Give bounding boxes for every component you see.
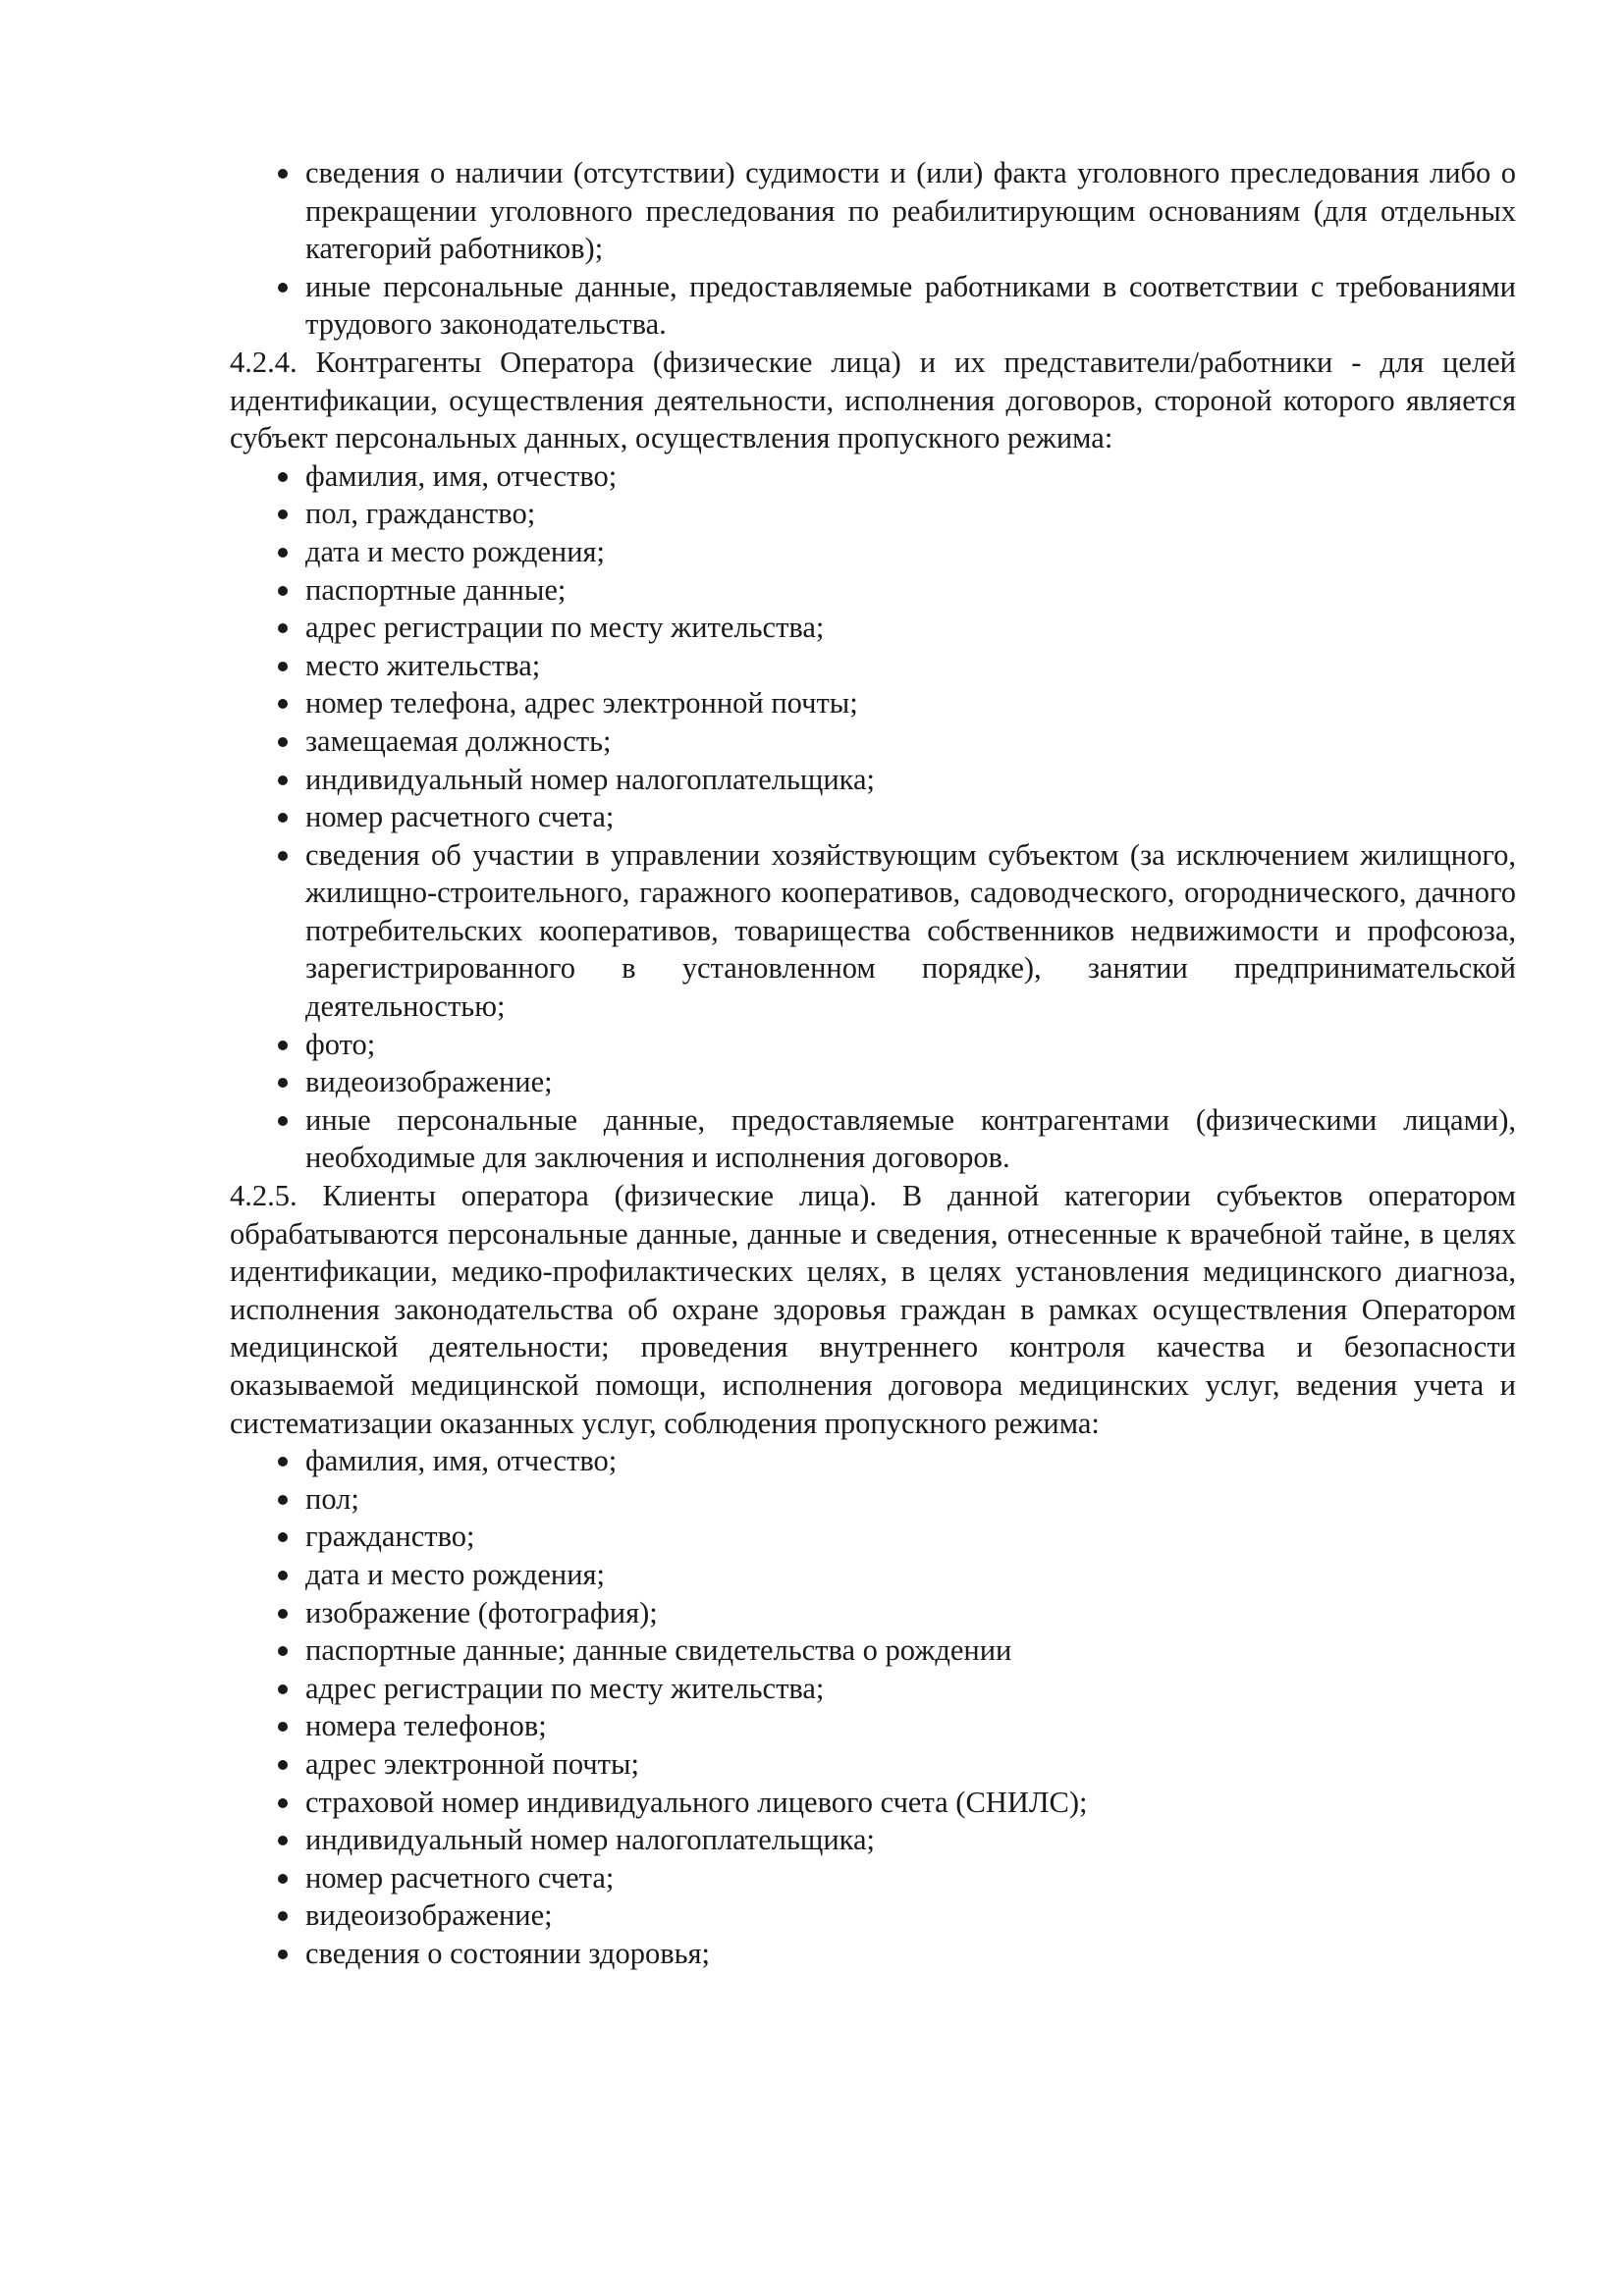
document-page bbox=[230, 154, 1516, 1973]
list-item: сведения об участии в управлении хозяйствующим субъектом (за исключением жилищного, жилищно-строительного, гаражного кооперативов, садоводческого, огороднического, дачного потребительских кооперативов, товарищества собственников недвижимости и профсоюза, зарегистрированного в установленном порядке), занятии предпринимательской деятельностью; bbox=[230, 836, 1516, 1026]
list-item: замещаемая должность; bbox=[230, 722, 1516, 761]
list-item: индивидуальный номер налогоплательщика; bbox=[230, 1821, 1516, 1859]
list-item: паспортные данные; данные свидетельства о рождении bbox=[230, 1631, 1516, 1670]
list-item: адрес регистрации по месту жительства; bbox=[230, 1670, 1516, 1708]
list-item: видеоизображение; bbox=[230, 1896, 1516, 1935]
list-item: иные персональные данные, предоставляемые работниками в соответствии с требованиями трудового законодательства. bbox=[230, 268, 1516, 344]
list-item: дата и место рождения; bbox=[230, 533, 1516, 571]
list-item: гражданство; bbox=[230, 1518, 1516, 1556]
list-item: номер расчетного счета; bbox=[230, 1859, 1516, 1897]
list-item: пол; bbox=[230, 1480, 1516, 1519]
list-item: индивидуальный номер налогоплательщика; bbox=[230, 761, 1516, 799]
list-item: номера телефонов; bbox=[230, 1707, 1516, 1745]
intro-bullet-list bbox=[230, 154, 1516, 344]
list-item: паспортные данные; bbox=[230, 571, 1516, 610]
list-item: иные персональные данные, предоставляемые контрагентами (физическими лицами), необходимые для заключения и исполнения договоров. bbox=[230, 1101, 1516, 1177]
list-item: фото; bbox=[230, 1026, 1516, 1064]
list-item: фамилия, имя, отчество; bbox=[230, 457, 1516, 496]
list-item: номер телефона, адрес электронной почты; bbox=[230, 684, 1516, 722]
list-item: дата и место рождения; bbox=[230, 1556, 1516, 1594]
section-4-2-5-heading: 4.2.5. Клиенты оператора (физические лица). В данной категории субъектов оператором обрабатываются персональные данные, данные и сведения, отнесенные к врачебной тайне, в целях идентификации, медико-профилактических целях, в целях установления медицинского диагноза, исполнения законодательства об охране здоровья граждан в рамках осуществления Оператором медицинской деятельности; проведения внутреннего контроля качества и безопасности оказываемой медицинской помощи, исполнения договора медицинских услуг, ведения учета и систематизации оказанных услуг, соблюдения пропускного режима: bbox=[230, 1179, 1516, 1440]
list-item: адрес регистрации по месту жительства; bbox=[230, 609, 1516, 647]
section-4-2-5-list bbox=[230, 1442, 1516, 1972]
list-item: страховой номер индивидуального лицевого счета (СНИЛС); bbox=[230, 1784, 1516, 1822]
list-item: видеоизображение; bbox=[230, 1063, 1516, 1101]
list-item: номер расчетного счета; bbox=[230, 798, 1516, 836]
list-item: сведения о состоянии здоровья; bbox=[230, 1935, 1516, 1973]
list-item: место жительства; bbox=[230, 647, 1516, 685]
list-item: изображение (фотография); bbox=[230, 1594, 1516, 1632]
section-4-2-4-list bbox=[230, 457, 1516, 1177]
list-item: фамилия, имя, отчество; bbox=[230, 1442, 1516, 1480]
list-item: сведения о наличии (отсутствии) судимости и (или) факта уголовного преследования либо о прекращении уголовного преследования по реабилитирующим основаниям (для отдельных категорий работников); bbox=[230, 154, 1516, 268]
list-item: адрес электронной почты; bbox=[230, 1745, 1516, 1784]
list-item: пол, гражданство; bbox=[230, 495, 1516, 533]
section-4-2-4-heading: 4.2.4. Контрагенты Оператора (физические лица) и их представители/работники - для целей идентификации, осуществления деятельности, исполнения договоров, стороной которого является субъект персональных данных, осуществления пропускного режима: bbox=[230, 345, 1516, 455]
